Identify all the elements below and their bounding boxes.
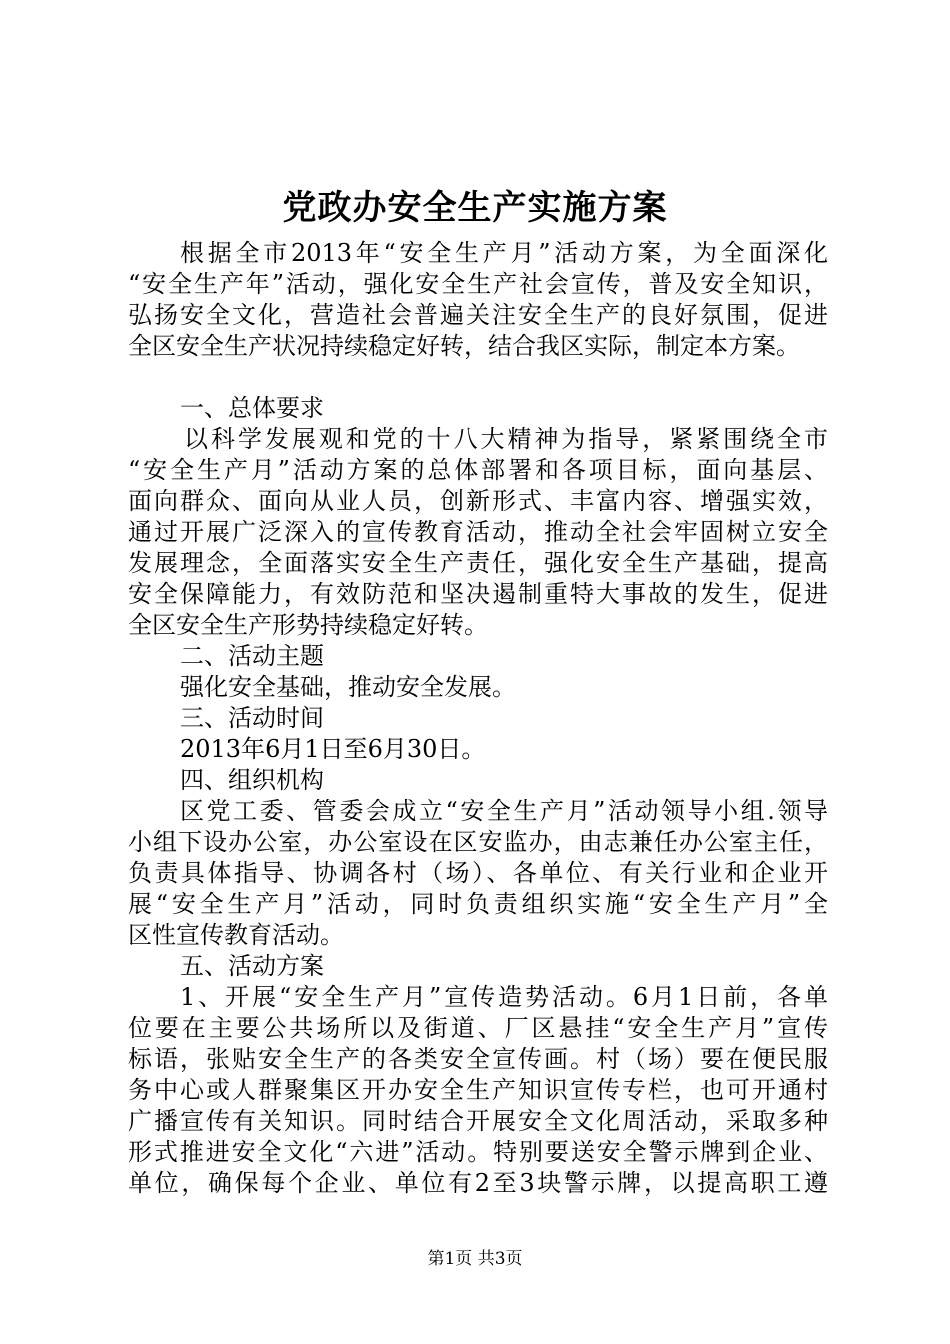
page-number-footer: 第1页 共3页 (427, 1249, 523, 1269)
document-body (128, 238, 828, 1199)
paragraph-line: “安全生产年”活动，强化安全生产社会宣传，普及安全知识， (128, 270, 828, 298)
paragraph-line: 2013年6月1日至6月30日。 (180, 735, 486, 763)
paragraph-line: 标语，张贴安全生产的各类安全宣传画。村（场）要在便民服 (128, 1045, 828, 1073)
paragraph-line: 全区安全生产形势持续稳定好转。 (128, 611, 488, 639)
document-title: 党政办安全生产实施方案 (282, 188, 668, 228)
paragraph-line: 通过开展广泛深入的宣传教育活动，推动全社会牢固树立安全 (128, 518, 828, 546)
paragraph-line: 全区安全生产状况持续稳定好转，结合我区实际，制定本方案。 (128, 332, 800, 360)
paragraph-line: 安全保障能力，有效防范和坚决遏制重特大事故的发生，促进 (128, 580, 828, 608)
paragraph-line: “安全生产月”活动方案的总体部署和各项目标，面向基层、 (128, 456, 828, 484)
section-heading: 五、活动方案 (180, 952, 324, 980)
section-heading: 四、组织机构 (180, 766, 324, 794)
section-heading: 二、活动主题 (180, 642, 324, 670)
paragraph-line: 位要在主要公共场所以及街道、厂区悬挂“安全生产月”宣传 (128, 1014, 828, 1042)
paragraph-line: 以科学发展观和党的十八大精神为指导，紧紧围绕全市 (184, 425, 828, 453)
paragraph-line: 强化安全基础，推动安全发展。 (180, 673, 516, 701)
paragraph-line: 区党工委、管委会成立“安全生产月”活动领导小组.领导 (180, 797, 828, 825)
paragraph-line: 展“安全生产月”活动，同时负责组织实施“安全生产月”全 (128, 890, 828, 918)
paragraph-line: 小组下设办公室，办公室设在区安监办，由志兼任办公室主任， (128, 828, 828, 856)
paragraph-line: 单位，确保每个企业、单位有2至3块警示牌，以提高职工遵 (128, 1169, 828, 1197)
paragraph-line: 根据全市2013年“安全生产月”活动方案，为全面深化 (180, 239, 828, 267)
paragraph-line: 面向群众、面向从业人员，创新形式、丰富内容、增强实效， (128, 487, 828, 515)
paragraph-line: 1、开展“安全生产月”宣传造势活动。6月1日前，各单 (180, 983, 828, 1011)
paragraph-line: 负责具体指导、协调各村（场）、各单位、有关行业和企业开 (128, 859, 828, 887)
section-heading: 三、活动时间 (180, 704, 324, 732)
blank-line (128, 362, 828, 393)
paragraph-line: 发展理念，全面落实安全生产责任，强化安全生产基础，提高 (128, 549, 828, 577)
paragraph-line: 广播宣传有关知识。同时结合开展安全文化周活动，采取多种 (128, 1107, 828, 1135)
paragraph-line: 区性宣传教育活动。 (128, 921, 344, 949)
section-heading: 一、总体要求 (180, 394, 324, 422)
paragraph-line: 形式推进安全文化“六进”活动。特别要送安全警示牌到企业、 (128, 1138, 828, 1166)
paragraph-line: 弘扬安全文化，营造社会普遍关注安全生产的良好氛围，促进 (128, 301, 828, 329)
paragraph-line: 务中心或人群聚集区开办安全生产知识宣传专栏，也可开通村 (128, 1076, 828, 1104)
